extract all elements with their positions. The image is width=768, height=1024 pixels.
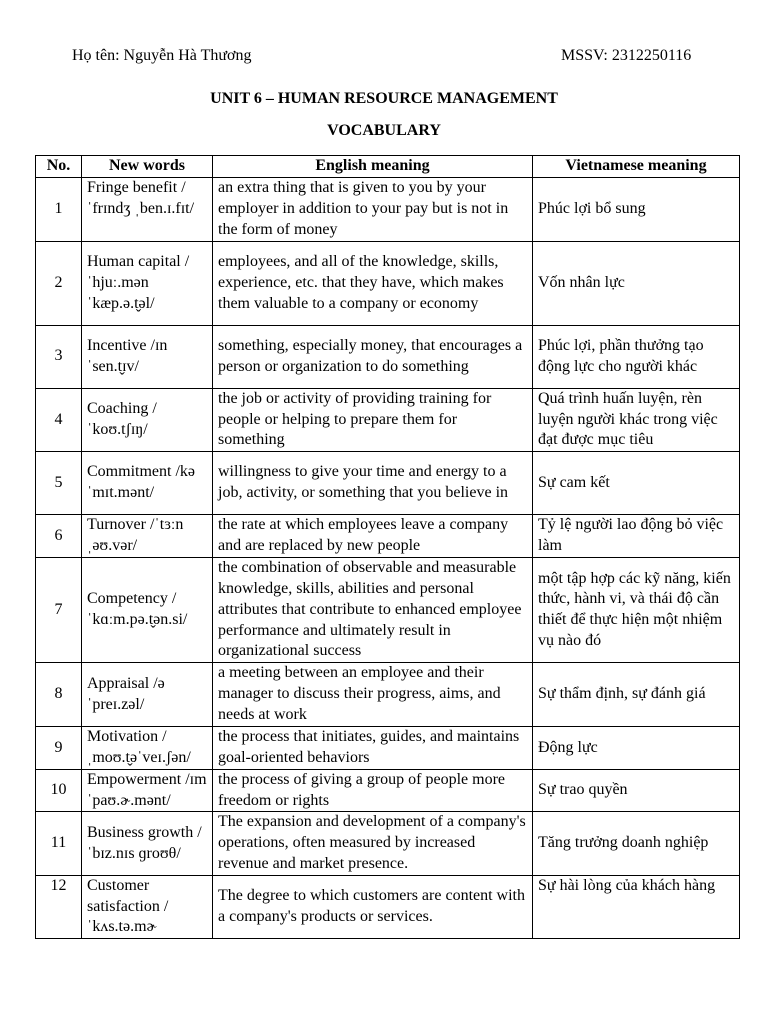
english-meaning: a meeting between an employee and their manager to discuss their progress, aims, and needs at work <box>213 663 533 727</box>
vietnamese-meaning: Sự trao quyền <box>533 769 740 812</box>
vocabulary-heading: VOCABULARY <box>327 122 441 139</box>
row-number: 11 <box>36 812 82 875</box>
english-meaning: the job or activity of providing training for people or helping to prepare them for something <box>213 388 533 451</box>
column-header-new-words: New words <box>82 156 213 178</box>
row-number: 5 <box>36 452 82 515</box>
table-row <box>36 325 740 388</box>
column-header-no: No. <box>36 156 82 178</box>
column-header-english-meaning: English meaning <box>213 156 533 178</box>
row-number: 3 <box>36 325 82 388</box>
new-word: Appraisal /ə ˈpreɪ.zəl/ <box>82 663 213 727</box>
row-number: 10 <box>36 769 82 812</box>
new-word: Fringe benefit /ˈfrɪndʒ ˌben.ɪ.fɪt/ <box>82 177 213 241</box>
column-header-vietnamese-meaning: Vietnamese meaning <box>533 156 740 178</box>
vietnamese-meaning: Tỷ lệ người lao động bỏ việc làm <box>533 515 740 558</box>
new-word: Motivation /ˌmoʊ.t̬əˈveɪ.ʃən/ <box>82 727 213 770</box>
english-meaning: the process that initiates, guides, and maintains goal-oriented behaviors <box>213 727 533 770</box>
vietnamese-meaning: Sự cam kết <box>533 452 740 515</box>
new-word: Coaching /ˈkoʊ.tʃɪŋ/ <box>82 388 213 451</box>
table-row <box>36 515 740 558</box>
row-number: 9 <box>36 727 82 770</box>
english-meaning: employees, and all of the knowledge, skills, experience, etc. that they have, which makes them valuable to a company or economy <box>213 241 533 325</box>
student-id: MSSV: 2312250116 <box>561 47 692 64</box>
english-meaning: the process of giving a group of people more freedom or rights <box>213 769 533 812</box>
english-meaning: an extra thing that is given to you by your employer in addition to your pay but is not in the form of money <box>213 177 533 241</box>
new-word: Human capital /ˈhjuː.mən ˈkæp.ə.t̬əl/ <box>82 241 213 325</box>
row-number: 6 <box>36 515 82 558</box>
row-number: 8 <box>36 663 82 727</box>
table-row <box>36 663 740 727</box>
table-row <box>36 727 740 770</box>
new-word: Turnover /ˈtɜːn ˌəʊ.vər/ <box>82 515 213 558</box>
english-meaning: The expansion and development of a company's operations, often measured by increased revenue and market presence. <box>213 812 533 875</box>
table-row <box>36 241 740 325</box>
vietnamese-meaning: Sự thẩm định, sự đánh giá <box>533 663 740 727</box>
row-number: 1 <box>36 177 82 241</box>
new-word: Competency /ˈkɑːm.pə.t̬ən.si/ <box>82 558 213 663</box>
vietnamese-meaning: Động lực <box>533 727 740 770</box>
english-meaning: The degree to which customers are content with a company's products or services. <box>213 875 533 938</box>
table-row <box>36 875 740 938</box>
new-word: Business growth /ˈbɪz.nɪs ɡroʊθ/ <box>82 812 213 875</box>
table-row <box>36 388 740 451</box>
row-number: 7 <box>36 558 82 663</box>
student-name: Họ tên: Nguyễn Hà Thương <box>72 47 252 64</box>
vietnamese-meaning: Quá trình huấn luyện, rèn luyện người khác trong việc đạt được mục tiêu <box>533 388 740 451</box>
english-meaning: the combination of observable and measurable knowledge, skills, abilities and personal attributes that contribute to enhanced employee performance and ultimately result in organizational success <box>213 558 533 663</box>
table-row <box>36 177 740 241</box>
english-meaning: willingness to give your time and energy to a job, activity, or something that you believe in <box>213 452 533 515</box>
new-word: Customer satisfaction /ˈkʌs.tə.mɚ <box>82 875 213 938</box>
vietnamese-meaning: một tập hợp các kỹ năng, kiến thức, hành vi, và thái độ cần thiết để thực hiện một nhiệm vụ nào đó <box>533 558 740 663</box>
english-meaning: something, especially money, that encourages a person or organization to do something <box>213 325 533 388</box>
unit-title: UNIT 6 – HUMAN RESOURCE MANAGEMENT <box>210 90 558 107</box>
new-word: Empowerment /ɪmˈpaʊ.ɚ.mənt/ <box>82 769 213 812</box>
row-number: 4 <box>36 388 82 451</box>
table-row <box>36 558 740 663</box>
vietnamese-meaning: Tăng trưởng doanh nghiệp <box>533 812 740 875</box>
row-number: 2 <box>36 241 82 325</box>
new-word: Commitment /kə ˈmɪt.mənt/ <box>82 452 213 515</box>
table-row <box>36 812 740 875</box>
table-row <box>36 769 740 812</box>
table-row <box>36 452 740 515</box>
new-word: Incentive /ɪn ˈsen.t̬ɪv/ <box>82 325 213 388</box>
vocabulary-table <box>35 155 740 939</box>
english-meaning: the rate at which employees leave a company and are replaced by new people <box>213 515 533 558</box>
table-header-row <box>36 156 740 178</box>
vietnamese-meaning: Phúc lợi, phần thưởng tạo động lực cho người khác <box>533 325 740 388</box>
vietnamese-meaning: Sự hài lòng của khách hàng <box>533 875 740 938</box>
row-number: 12 <box>36 875 82 938</box>
vietnamese-meaning: Vốn nhân lực <box>533 241 740 325</box>
vietnamese-meaning: Phúc lợi bổ sung <box>533 177 740 241</box>
